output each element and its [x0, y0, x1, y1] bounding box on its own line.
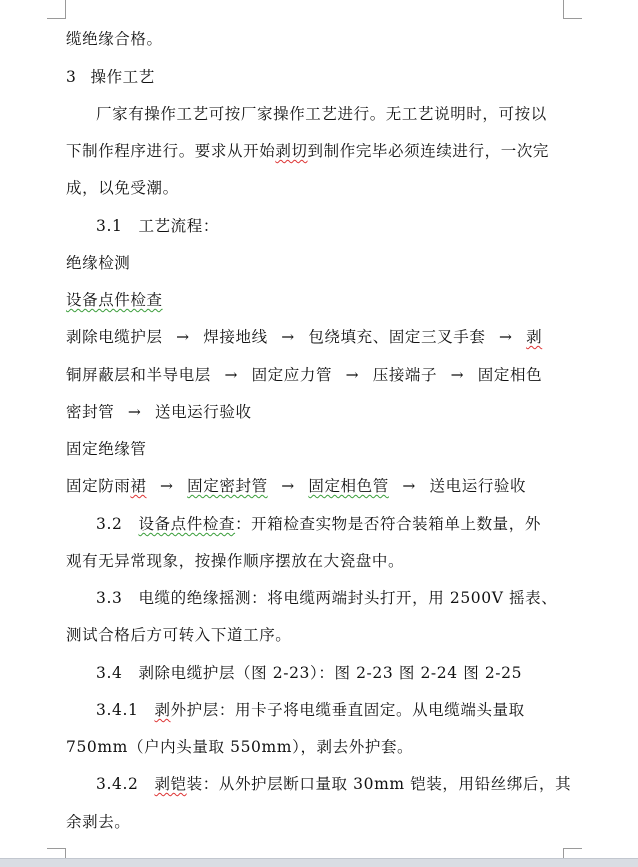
flow-step: 焊接地线: [203, 328, 268, 346]
text: 固定绝缘管: [66, 440, 147, 458]
text-line: [66, 29, 163, 49]
grammar-flagged-text: 设备点件检查: [138, 515, 236, 533]
flow-step: 剥: [526, 328, 543, 346]
subsection-paragraph: [96, 514, 541, 534]
spellcheck-word: 剥切: [275, 142, 308, 160]
text: 绝缘检测: [66, 254, 131, 272]
right-arrow-icon: →: [450, 366, 465, 384]
right-arrow-icon: →: [160, 477, 174, 495]
right-arrow-icon: →: [498, 328, 513, 346]
text: 余剥去。: [66, 813, 131, 831]
section-heading: [66, 67, 155, 87]
text-line: [66, 737, 413, 757]
text: 到制作完毕必须连续进行，一次完: [307, 142, 550, 160]
grammar-flagged-text: 设备点件检查: [66, 291, 163, 309]
subsection-paragraph: [96, 774, 571, 794]
text-line: [66, 178, 179, 198]
subsection-number: 3.3: [96, 589, 123, 607]
text: 厂家有操作工艺可按厂家操作工艺进行。无工艺说明时，可按以: [96, 105, 547, 123]
text: 750mm（户内头量取 550mm），剥去外护套。: [66, 738, 414, 756]
text: 观有无异常现象，按操作顺序摆放在大瓷盘中。: [66, 552, 405, 570]
flow-step: 包绕填充、固定三叉手套: [308, 328, 486, 346]
margin-corner-top-left: [47, 0, 66, 19]
text: 外护层：用卡子将电缆垂直固定。从电缆端头量取: [170, 701, 525, 719]
flow-step: 固定防雨: [66, 477, 131, 495]
subsection-heading: [96, 216, 219, 236]
text: 下制作程序进行。要求从开始: [66, 142, 276, 160]
section-title: 操作工艺: [90, 68, 155, 86]
right-arrow-icon: →: [127, 403, 142, 421]
text: 电缆的绝缘摇测：将电缆两端封头打开，用 2500V 摇表、: [138, 589, 558, 607]
text: 成，以免受潮。: [66, 179, 179, 197]
subsection-paragraph: [96, 663, 522, 683]
subsection-number: 3.4: [96, 664, 123, 682]
text-line: [66, 812, 130, 832]
flow-step: 铜屏蔽层和半导电层: [66, 366, 211, 384]
flow-line: [66, 365, 542, 385]
subsection-paragraph: [96, 588, 557, 608]
margin-corner-top-right: [563, 0, 582, 19]
text-line: [66, 625, 291, 645]
spellcheck-word: 剥: [154, 701, 171, 719]
spellcheck-word: 裙: [130, 477, 147, 495]
flow-step: 送电运行验收: [154, 403, 252, 421]
text: 缆绝缘合格。: [66, 30, 163, 48]
subsection-number: 3.4.2: [96, 775, 139, 793]
right-arrow-icon: →: [176, 328, 190, 346]
flow-step: 固定密封管: [187, 477, 268, 495]
flow-step: 固定相色: [477, 366, 543, 384]
subsection-number: 3.4.1: [96, 701, 139, 719]
subsection-number: 3.2: [96, 515, 123, 533]
flow-line: [66, 327, 542, 347]
flow-step: 固定应力管: [251, 366, 333, 384]
right-arrow-icon: →: [345, 366, 360, 384]
spellcheck-word: 剥铠: [154, 775, 187, 793]
flow-line: [66, 476, 526, 496]
flow-line: [66, 402, 252, 422]
flow-step: 剥除电缆护层: [66, 328, 163, 346]
right-arrow-icon: →: [281, 477, 295, 495]
text: 装：从外护层断口量取 30mm 铠装，用铅丝绑后，其: [186, 775, 572, 793]
text-line: [66, 290, 163, 310]
section-number: 3: [66, 68, 77, 86]
right-arrow-icon: →: [281, 328, 295, 346]
text-line: [96, 104, 547, 124]
flow-step: 压接端子: [372, 366, 438, 384]
text-line: [66, 253, 130, 273]
right-arrow-icon: →: [402, 477, 416, 495]
subsection-number: 3.1: [96, 217, 123, 235]
flow-step: 密封管: [66, 403, 115, 421]
text: ：开箱检查实物是否符合装箱单上数量，外: [235, 515, 541, 533]
subsection-title: 工艺流程：: [138, 217, 219, 235]
right-arrow-icon: →: [224, 366, 239, 384]
flow-step: 送电运行验收: [429, 477, 527, 495]
text: 测试合格后方可转入下道工序。: [66, 626, 292, 644]
flow-step: 固定相色管: [308, 477, 389, 495]
text: 剥除电缆护层（图 2-23）：图 2-23 图 2-24 图 2-25: [138, 664, 523, 682]
text-line: [66, 439, 147, 459]
text-line: [66, 551, 404, 571]
text-line: [66, 141, 549, 161]
subsection-paragraph: [96, 700, 525, 720]
